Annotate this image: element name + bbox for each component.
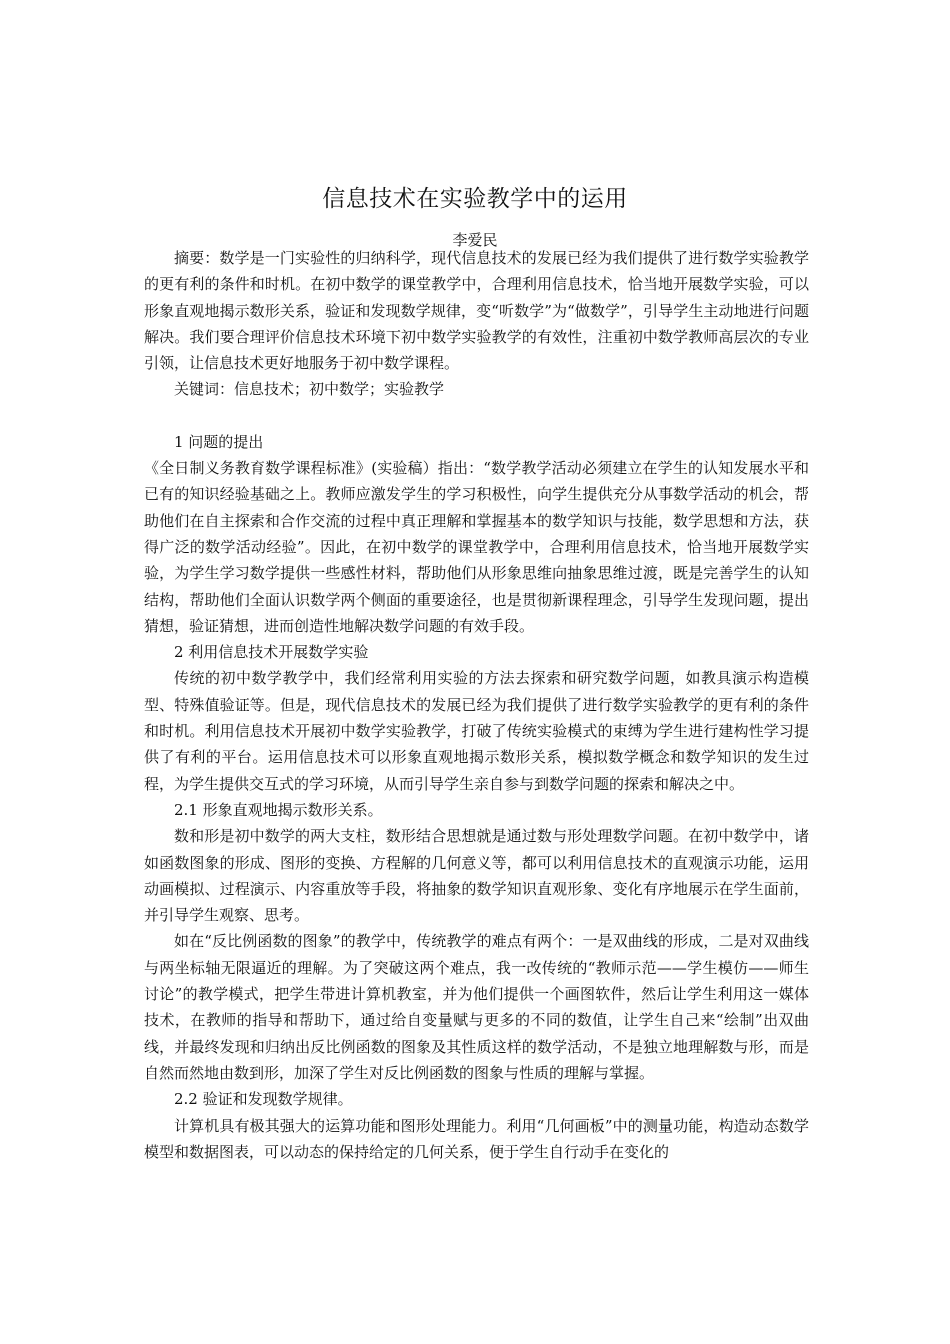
document-title: 信息技术在实验教学中的运用: [322, 186, 628, 212]
section-2-2-paragraph-1: 计算机具有极其强大的运算功能和图形处理能力。利用“几何画板”中的测量功能，构造动态数学模型和数据图表，可以动态的保持给定的几何关系，便于学生自行动手在变化的: [144, 1116, 809, 1161]
abstract-paragraph: 摘要：数学是一门实验性的归纳科学，现代信息技术的发展已经为我们提供了进行数学实验教学的更有利的条件和时机。在初中数学的课堂教学中，合理利用信息技术，恰当地开展数学实验，可以形象直观地揭示数形关系，验证和发现数学规律，变“听数学”为“做数学”，引导学生主动地进行问题解决。我们要合理评价信息技术环境下初中数学实验教学的有效性，注重初中数学教师高层次的专业引领，让信息技术更好地服务于初中数学课程。: [144, 249, 809, 373]
section-2-heading: 2 利用信息技术开展数学实验: [174, 643, 369, 662]
keywords-line: 关键词：信息技术；初中数学；实验教学: [174, 380, 445, 399]
section-1-heading: 1 问题的提出: [174, 432, 264, 451]
section-2-1-heading: 2.1 形象直观地揭示数形关系。: [174, 800, 383, 819]
section-1-paragraph-1: 《全日制义务教育数学课程标准》(实验稿）指出：“数学教学活动必须建立在学生的认知发展水平和已有的知识经验基础之上。教师应激发学生的学习积极性，向学生提供充分从事数学活动的机会，帮助他们在自主探索和合作交流的过程中真正理解和掌握基本的数学知识与技能，数学思想和方法，获得广泛的数学活动经验”。因此，在初中数学的课堂教学中，合理利用信息技术，恰当地开展数学实验，为学生学习数学提供一些感性材料，帮助他们从形象思维向抽象思维过渡，既是完善学生的认知结构，帮助他们全面认识数学两个侧面的重要途径，也是贯彻新课程理念，引导学生发现问题，提出猜想，验证猜想，进而创造性地解决数学问题的有效手段。: [144, 459, 809, 635]
author-name: 李爱民: [452, 231, 498, 249]
document-body: [144, 245, 809, 1165]
section-2-1-paragraph-1: 数和形是初中数学的两大支柱，数形结合思想就是通过数与形处理数学问题。在初中数学中，诸如函数图象的形成、图形的变换、方程解的几何意义等，都可以利用信息技术的直观演示功能，运用动画模拟、过程演示、内容重放等手段，将抽象的数学知识直观形象、变化有序地展示在学生面前，并引导学生观察、思考。: [144, 827, 809, 925]
section-2-1-paragraph-2: 如在“反比例函数的图象”的教学中，传统教学的难点有两个：一是双曲线的形成，二是对双曲线与两坐标轴无限逼近的理解。为了突破这两个难点，我一改传统的“教师示范——学生模仿——师生讨论”的教学模式，把学生带进计算机教室，并为他们提供一个画图软件，然后让学生利用这一媒体技术，在教师的指导和帮助下，通过给自变量赋与更多的不同的数值，让学生自己来“绘制”出双曲线，并最终发现和归纳出反比例函数的图象及其性质这样的数学活动，不是独立地理解数与形，而是自然而然地由数到形，加深了学生对反比例函数的图象与性质的理解与掌握。: [144, 932, 809, 1082]
section-2-paragraph-1: 传统的初中数学教学中，我们经常利用实验的方法去探索和研究数学问题，如教具演示构造模型、特殊值验证等。但是，现代信息技术的发展已经为我们提供了进行数学实验教学的更有利的条件和时机。利用信息技术开展初中数学实验教学，打破了传统实验模式的束缚为学生进行建构性学习提供了有利的平台。运用信息技术可以形象直观地揭示数形关系，模拟数学概念和数学知识的发生过程，为学生提供交互式的学习环境，从而引导学生亲自参与到数学问题的探索和解决之中。: [144, 669, 809, 793]
section-2-2-heading: 2.2 验证和发现数学规律。: [174, 1090, 353, 1109]
blank-line: [144, 403, 809, 429]
